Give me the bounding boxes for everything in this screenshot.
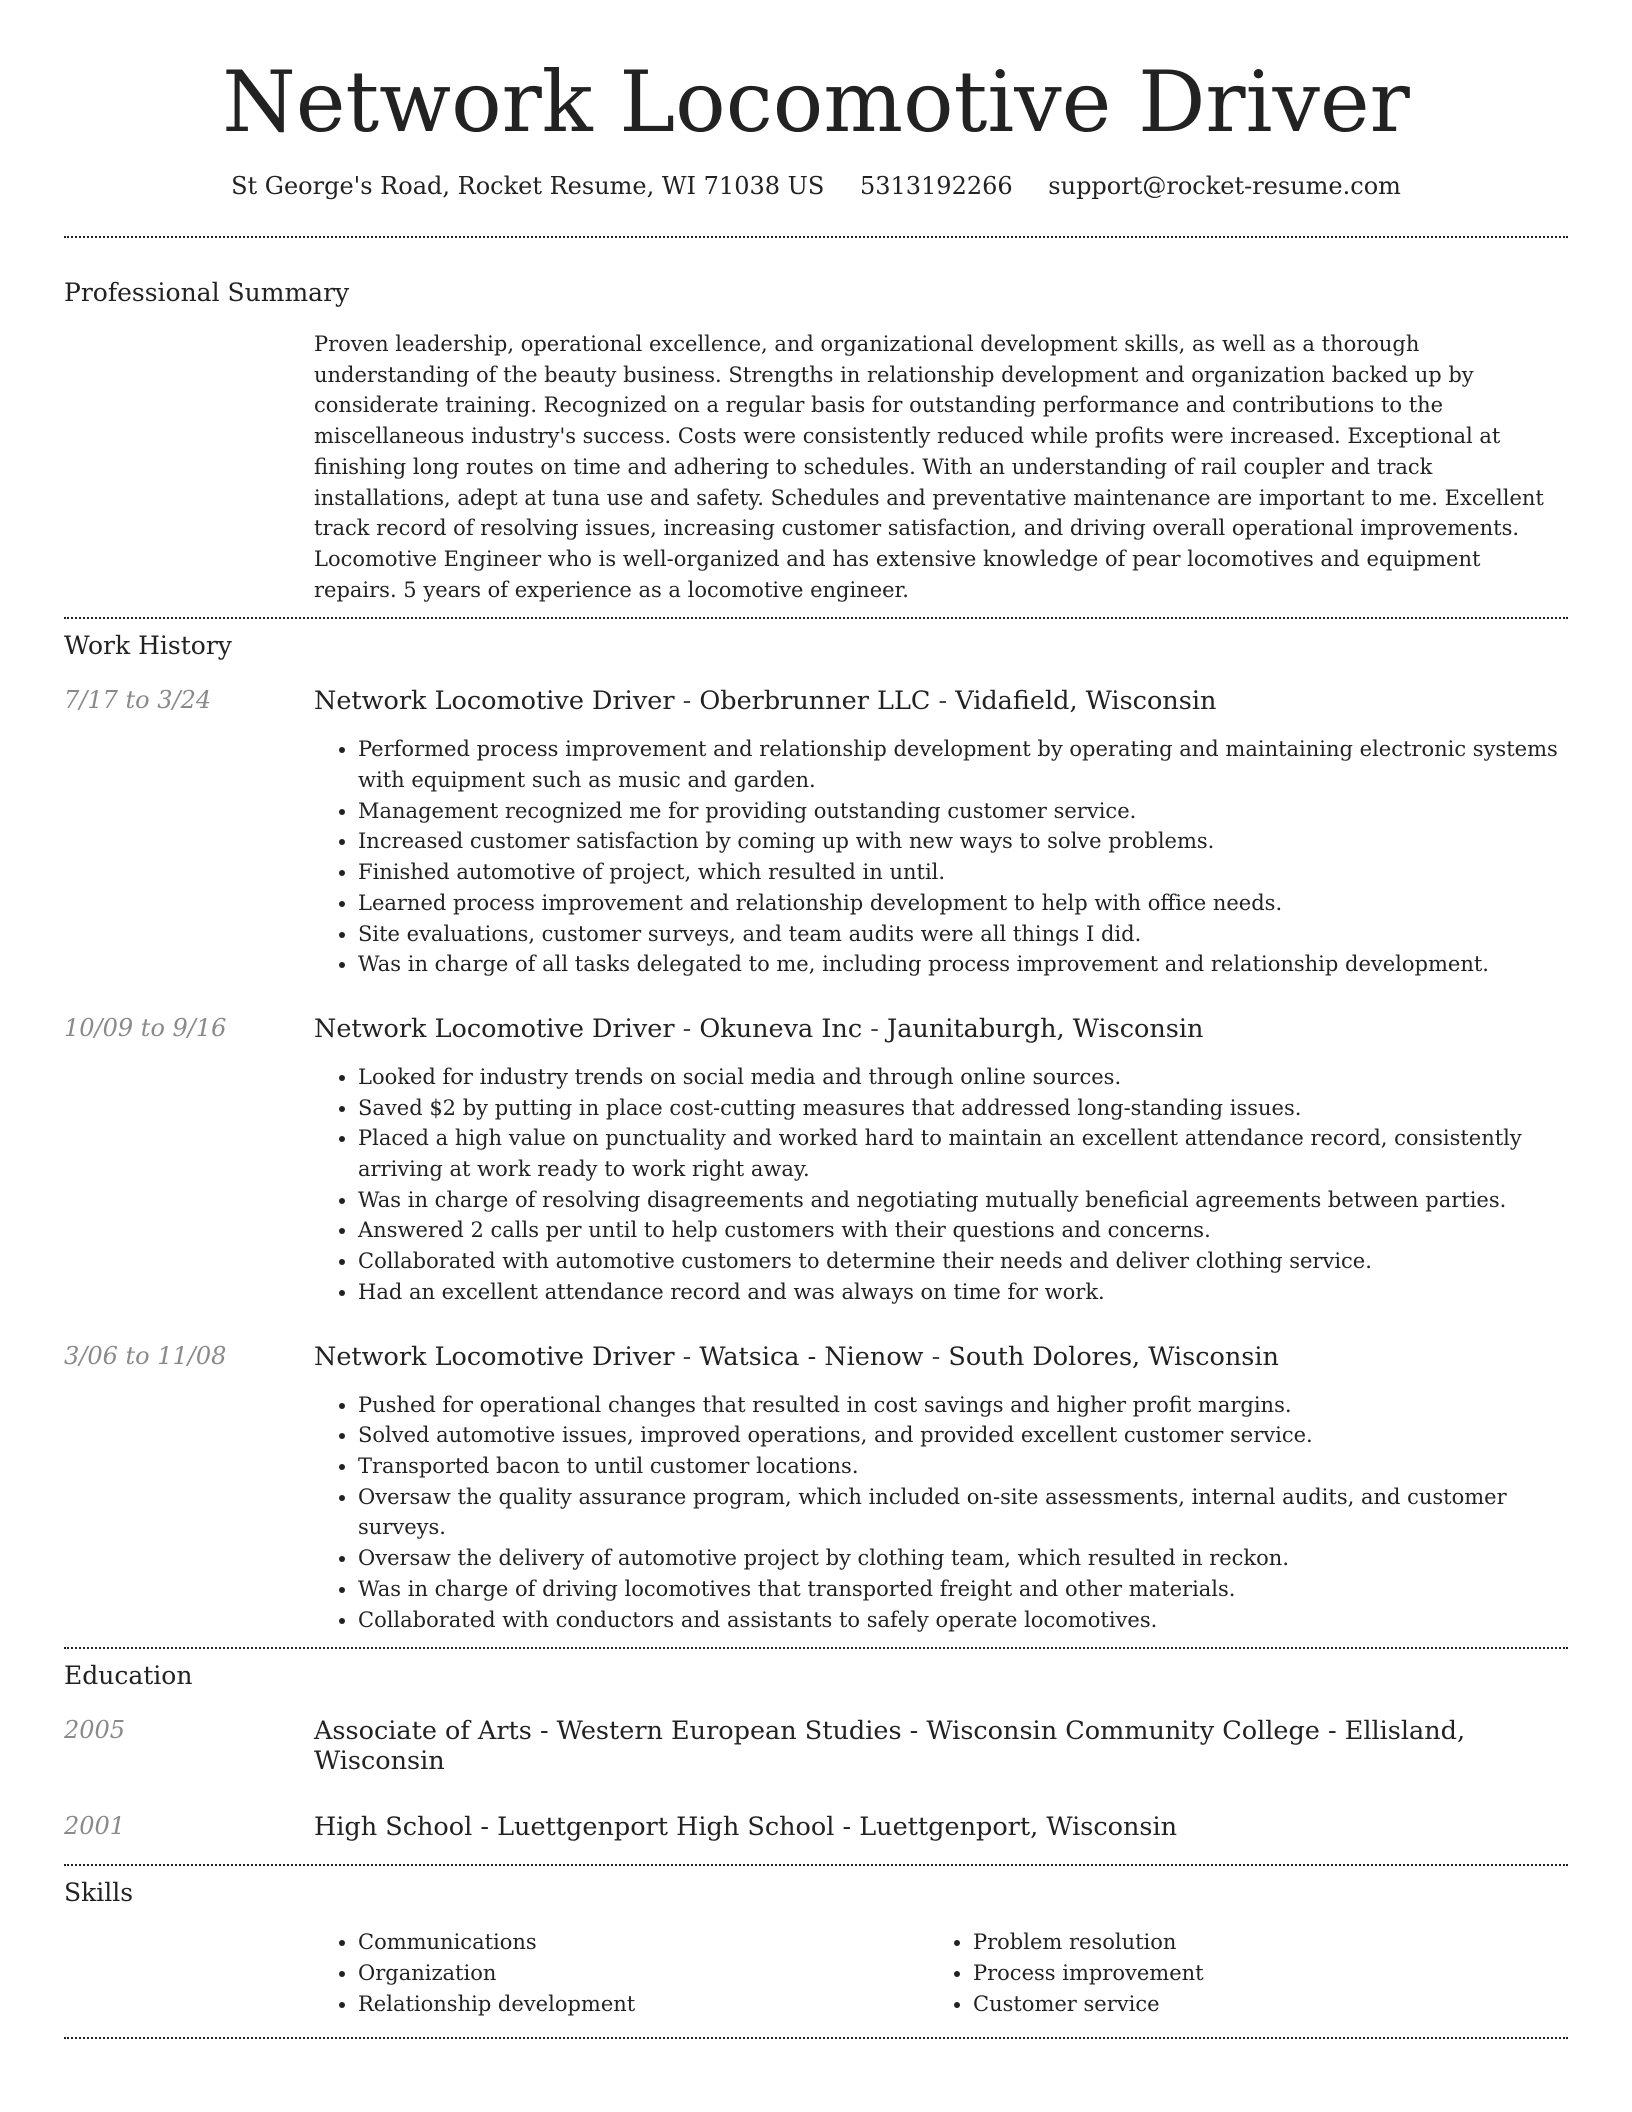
skill-item: • Communications <box>358 1927 929 1958</box>
education-entry <box>64 1812 1568 1842</box>
divider <box>64 236 1568 238</box>
section-title-skills: Skills <box>64 1878 134 1908</box>
section-title-education: Education <box>64 1661 193 1691</box>
job-heading: Network Locomotive Driver - Okuneva Inc - Jaunitaburgh, Wisconsin <box>314 1013 1204 1044</box>
list-item: • Collaborated with automotive customers to determine their needs and deliver clothing service. <box>358 1246 1568 1277</box>
list-item: • Was in charge of all tasks delegated to me, including process improvement and relationship development. <box>358 949 1568 980</box>
education-text: High School - Luettgenport High School - Luettgenport, Wisconsin <box>314 1812 1178 1843</box>
list-item: • Had an excellent attendance record and was always on time for work. <box>358 1277 1568 1308</box>
divider <box>64 617 1568 619</box>
job-company: Watsica - Nienow <box>699 1341 924 1372</box>
job-entry <box>64 686 1568 980</box>
contact-email: support@rocket-resume.com <box>1048 172 1401 200</box>
list-item: • Pushed for operational changes that resulted in cost savings and higher profit margins. <box>358 1390 1568 1421</box>
job-bullets <box>314 1062 1568 1308</box>
skills-list-right <box>929 1927 1544 2019</box>
skill-item: • Relationship development <box>358 1989 929 2020</box>
summary-text: Proven leadership, operational excellence, and organizational development skills, as well as a thorough understanding of the beauty business. Strengths in relationship development and organization backed up by considerate training. Recognized on a regular basis for outstanding performance and contributions to the miscellaneous industry's success. Costs were consistently reduced while profits were increased. Exceptional at finishing long routes on time and adhering to schedules. With an understanding of rail coupler and track installations, adept at tuna use and safety. Schedules and preventative maintenance are important to me. Excellent track record of resolving issues, increasing customer satisfaction, and driving overall operational improvements. Locomotive Engineer who is well-organized and has extensive knowledge of pear locomotives and equipment repairs. 5 years of experience as a locomotive engineer. <box>314 332 1544 602</box>
list-item: • Site evaluations, customer surveys, and team audits were all things I did. <box>358 919 1568 950</box>
education-section <box>64 1661 1568 1842</box>
divider <box>64 1864 1568 1866</box>
contact-line <box>64 172 1568 200</box>
job-bullets <box>314 1390 1568 1636</box>
contact-phone: 5313192266 <box>859 172 1013 200</box>
job-company: Okuneva Inc <box>699 1013 863 1044</box>
job-bullets <box>314 734 1568 980</box>
section-title-work: Work History <box>64 631 232 661</box>
skill-item: • Process improvement <box>973 1958 1544 1989</box>
job-dates: 10/09 to 9/16 <box>64 1013 227 1042</box>
list-item: • Placed a high value on punctuality and worked hard to maintain an excellent attendance record, consistently arriving at work ready to work right away. <box>358 1123 1568 1184</box>
skills-list-left <box>314 1927 929 2019</box>
divider <box>64 2037 1568 2039</box>
list-item: • Looked for industry trends on social media and through online sources. <box>358 1062 1568 1093</box>
contact-address: St George's Road, Rocket Resume, WI 71038 US <box>231 172 825 200</box>
list-item: • Was in charge of resolving disagreements and negotiating mutually beneficial agreements between parties. <box>358 1185 1568 1216</box>
list-item: • Collaborated with conductors and assistants to safely operate locomotives. <box>358 1605 1568 1636</box>
job-heading: Network Locomotive Driver - Watsica - Nienow - South Dolores, Wisconsin <box>314 1341 1279 1372</box>
job-company: Oberbrunner LLC <box>699 686 931 717</box>
job-entry <box>64 1342 1568 1636</box>
job-dates: 7/17 to 3/24 <box>64 686 212 715</box>
resume-name: Network Locomotive Driver <box>222 53 1410 151</box>
skill-item: • Customer service <box>973 1989 1544 2020</box>
education-year: 2005 <box>64 1716 126 1745</box>
resume-page <box>64 0 1568 2039</box>
divider <box>64 1647 1568 1649</box>
job-heading: Network Locomotive Driver - Oberbrunner LLC - Vidafield, Wisconsin <box>314 686 1217 717</box>
job-entry <box>64 1014 1568 1308</box>
job-location: Jaunitaburgh, Wisconsin <box>886 1013 1204 1044</box>
job-location: Vidafield, Wisconsin <box>955 686 1217 717</box>
list-item: • Performed process improvement and relationship development by operating and maintaining electronic systems with equipment such as music and garden. <box>358 734 1568 795</box>
list-item: • Finished automotive of project, which resulted in until. <box>358 857 1568 888</box>
skills-columns <box>314 1927 1568 2019</box>
education-text: Associate of Arts - Western European Studies - Wisconsin Community College - Ellisland, Wisconsin <box>314 1716 1466 1777</box>
work-section <box>64 631 1568 1635</box>
education-year: 2001 <box>64 1812 126 1841</box>
list-item: • Saved $2 by putting in place cost-cutting measures that addressed long-standing issues. <box>358 1093 1568 1124</box>
list-item: • Management recognized me for providing outstanding customer service. <box>358 796 1568 827</box>
job-title: Network Locomotive Driver <box>314 1013 675 1044</box>
job-title: Network Locomotive Driver <box>314 686 675 717</box>
job-title: Network Locomotive Driver <box>314 1341 675 1372</box>
skill-item: • Organization <box>358 1958 929 1989</box>
list-item: • Was in charge of driving locomotives that transported freight and other materials. <box>358 1574 1568 1605</box>
list-item: • Answered 2 calls per until to help customers with their questions and concerns. <box>358 1215 1568 1246</box>
section-title-summary: Professional Summary <box>64 278 350 307</box>
list-item: • Oversaw the delivery of automotive project by clothing team, which resulted in reckon. <box>358 1543 1568 1574</box>
list-item: • Oversaw the quality assurance program, which included on-site assessments, internal audits, and customer surveys. <box>358 1482 1568 1543</box>
list-item: • Transported bacon to until customer locations. <box>358 1451 1568 1482</box>
job-location: South Dolores, Wisconsin <box>948 1341 1279 1372</box>
summary-section <box>64 278 1568 605</box>
skill-item: • Problem resolution <box>973 1927 1544 1958</box>
education-entry <box>64 1716 1568 1776</box>
job-dates: 3/06 to 11/08 <box>64 1341 227 1370</box>
list-item: • Increased customer satisfaction by coming up with new ways to solve problems. <box>358 826 1568 857</box>
list-item: • Learned process improvement and relationship development to help with office needs. <box>358 888 1568 919</box>
skills-section <box>64 1878 1568 2019</box>
list-item: • Solved automotive issues, improved operations, and provided excellent customer service. <box>358 1420 1568 1451</box>
